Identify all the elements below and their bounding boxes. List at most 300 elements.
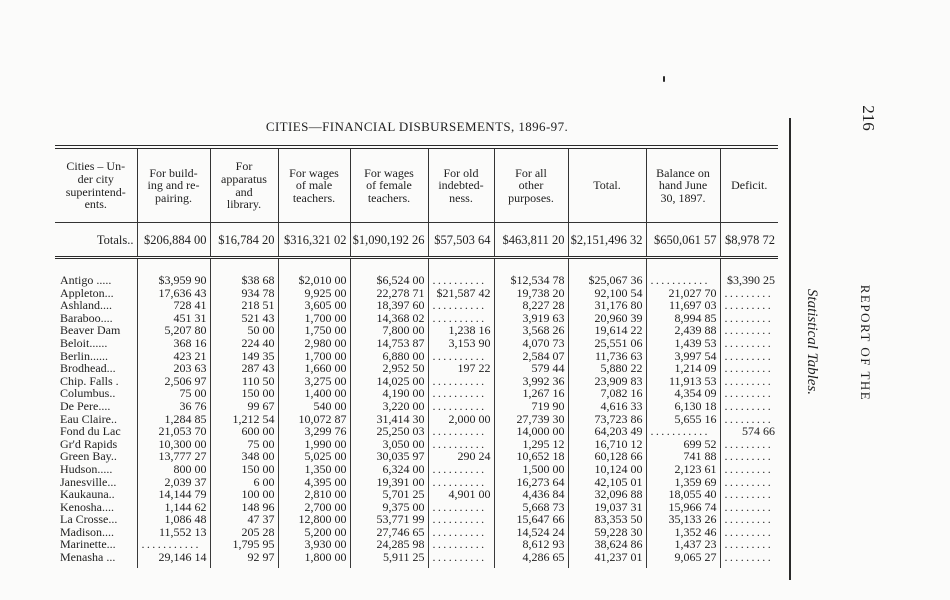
cell-city: Fond du Lac <box>60 425 121 438</box>
cell-deficit: ......... <box>720 438 778 451</box>
cell-building-repairing: 800 00 <box>137 463 210 476</box>
cell-old-indebtedness: .......... <box>428 312 494 325</box>
cell-building-repairing: 13,777 27 <box>137 450 210 463</box>
cell-female-teachers-wages: 2,952 50 <box>350 362 428 375</box>
column-header-line: other <box>518 178 544 193</box>
table-row <box>55 400 778 413</box>
running-head: REPORT OF THE <box>858 284 873 402</box>
column-header-line: apparatus <box>221 171 267 186</box>
table-row <box>55 287 778 300</box>
table-row <box>55 387 778 400</box>
column-header-other-purposes <box>494 147 568 223</box>
cell-total: 20,960 39 <box>568 312 646 325</box>
cell-male-teachers-wages: 3,299 76 <box>278 425 350 438</box>
table-row <box>55 312 778 325</box>
cell-old-indebtedness: .......... <box>428 513 494 526</box>
column-header-line: superintend- <box>65 184 126 199</box>
cell-other-purposes: 14,000 00 <box>494 425 568 438</box>
table-header-row <box>55 147 778 223</box>
cell-balance-on-hand: ........... <box>646 425 720 438</box>
cell-balance-on-hand: 9,065 27 <box>646 551 720 564</box>
cell-male-teachers-wages: 1,750 00 <box>278 324 350 337</box>
cell-other-purposes: 2,584 07 <box>494 350 568 363</box>
column-header-line: pairing. <box>155 190 192 205</box>
cell-balance-on-hand: 18,055 40 <box>646 488 720 501</box>
cell-old-indebtedness: .......... <box>428 350 494 363</box>
spacer-cell <box>428 258 494 275</box>
cell-building-repairing: $206,884 00 <box>137 223 210 258</box>
spacer-cell <box>428 564 494 568</box>
cell-male-teachers-wages: 5,025 00 <box>278 450 350 463</box>
cell-city: Gr'd Rapids <box>60 437 118 451</box>
table-row <box>55 438 778 451</box>
cell-balance-on-hand: 1,437 23 <box>646 538 720 551</box>
cell-balance-on-hand: 1,359 69 <box>646 476 720 489</box>
column-header-line: of male <box>295 178 333 193</box>
table-row <box>55 526 778 539</box>
spacer-cell <box>55 258 137 275</box>
cell-male-teachers-wages: 3,930 00 <box>278 538 350 551</box>
cell-female-teachers-wages: $6,524 00 <box>350 274 428 287</box>
cell-total: 60,128 66 <box>568 450 646 463</box>
cell-deficit: 574 66 <box>720 425 778 438</box>
cell-total: 92,100 54 <box>568 287 646 300</box>
column-header-line: For build- <box>149 165 198 180</box>
cell-other-purposes: 1,267 16 <box>494 387 568 400</box>
spacer-cell <box>210 564 278 568</box>
cell-city: Marinette... <box>60 538 116 552</box>
cell-city: Eau Claire.. <box>60 412 117 426</box>
cell-deficit: ......... <box>720 538 778 551</box>
cell-female-teachers-wages: 24,285 98 <box>350 538 428 551</box>
cell-city: Janesville... <box>60 475 117 489</box>
cell-balance-on-hand: 6,130 18 <box>646 400 720 413</box>
cell-female-teachers-wages: 14,753 87 <box>350 337 428 350</box>
cell-female-teachers-wages: 27,746 65 <box>350 526 428 539</box>
spacer-cell <box>720 258 778 275</box>
cell-total: 7,082 16 <box>568 387 646 400</box>
spacer-cell <box>278 564 350 568</box>
cell-old-indebtedness: 2,000 00 <box>428 413 494 426</box>
cell-total: 19,614 22 <box>568 324 646 337</box>
cell-total: 11,736 63 <box>568 350 646 363</box>
cell-deficit: ......... <box>720 400 778 413</box>
spacer-row <box>55 258 778 275</box>
cell-female-teachers-wages: 5,911 25 <box>350 551 428 564</box>
cell-building-repairing: $3,959 90 <box>137 274 210 287</box>
cell-other-purposes: 3,568 26 <box>494 324 568 337</box>
cell-other-purposes: 15,647 66 <box>494 513 568 526</box>
cell-female-teachers-wages: 14,368 02 <box>350 312 428 325</box>
cell-apparatus-library: 224 40 <box>210 337 278 350</box>
cell-other-purposes: 5,668 73 <box>494 501 568 514</box>
cell-apparatus-library: 75 00 <box>210 438 278 451</box>
cell-female-teachers-wages: 31,414 30 <box>350 413 428 426</box>
cell-total: 41,237 01 <box>568 551 646 564</box>
cell-total: 10,124 00 <box>568 463 646 476</box>
cell-apparatus-library: 205 28 <box>210 526 278 539</box>
cell-deficit: ......... <box>720 501 778 514</box>
cell-deficit: ......... <box>720 450 778 463</box>
table-row <box>55 450 778 463</box>
cell-other-purposes: 4,070 73 <box>494 337 568 350</box>
column-header-city <box>55 147 137 223</box>
cell-city: Hudson..... <box>60 462 113 476</box>
cell-deficit: $8,978 72 <box>720 223 778 258</box>
cell-male-teachers-wages: 1,800 00 <box>278 551 350 564</box>
cell-deficit: ......... <box>720 526 778 539</box>
cell-old-indebtedness: .......... <box>428 425 494 438</box>
cell-building-repairing: ........... <box>137 538 210 551</box>
table-row <box>55 350 778 363</box>
cell-building-repairing: 2,039 37 <box>137 476 210 489</box>
column-header-line: and <box>235 184 253 199</box>
cell-deficit: ......... <box>720 463 778 476</box>
spacer-cell <box>494 258 568 275</box>
cell-building-repairing: 21,053 70 <box>137 425 210 438</box>
spacer-cell <box>568 564 646 568</box>
cell-building-repairing: 728 41 <box>137 299 210 312</box>
table-row <box>55 274 778 287</box>
column-header-female-teachers-wages <box>350 147 428 223</box>
cell-old-indebtedness: .......... <box>428 438 494 451</box>
cell-total: 32,096 88 <box>568 488 646 501</box>
cell-old-indebtedness: 3,153 90 <box>428 337 494 350</box>
cell-city: Appleton... <box>60 286 114 300</box>
cell-other-purposes: 19,738 20 <box>494 287 568 300</box>
column-header-balance-on-hand <box>646 147 720 223</box>
column-header-line: ness. <box>449 190 473 205</box>
cell-total: 16,710 12 <box>568 438 646 451</box>
cell-building-repairing: 29,146 14 <box>137 551 210 564</box>
cell-city: Beaver Dam <box>60 324 121 337</box>
cell-city: Menasha ... <box>60 551 116 564</box>
cell-total: 23,909 83 <box>568 375 646 388</box>
cell-male-teachers-wages: $2,010 00 <box>278 274 350 287</box>
cell-female-teachers-wages: 3,220 00 <box>350 400 428 413</box>
spacer-cell <box>350 564 428 568</box>
cell-female-teachers-wages: 14,025 00 <box>350 375 428 388</box>
column-header-line: of female <box>366 178 412 193</box>
ink-speck <box>663 76 665 82</box>
cell-old-indebtedness: .......... <box>428 375 494 388</box>
cell-total: 4,616 33 <box>568 400 646 413</box>
cell-apparatus-library: 148 96 <box>210 501 278 514</box>
cell-female-teachers-wages: 7,800 00 <box>350 324 428 337</box>
cell-other-purposes: 8,227 28 <box>494 299 568 312</box>
cell-other-purposes: 3,992 36 <box>494 375 568 388</box>
cell-total: 42,105 01 <box>568 476 646 489</box>
cell-apparatus-library: 150 00 <box>210 463 278 476</box>
cell-male-teachers-wages: 2,700 00 <box>278 501 350 514</box>
cell-deficit: ......... <box>720 299 778 312</box>
cell-total: 59,228 30 <box>568 526 646 539</box>
cell-other-purposes: 1,500 00 <box>494 463 568 476</box>
column-header-line: 30, 1897. <box>660 190 706 205</box>
cell-balance-on-hand: ........... <box>646 274 720 287</box>
cell-balance-on-hand: 11,697 03 <box>646 299 720 312</box>
cell-apparatus-library: 1,212 54 <box>210 413 278 426</box>
cell-male-teachers-wages: 1,990 00 <box>278 438 350 451</box>
cell-balance-on-hand: 741 88 <box>646 450 720 463</box>
cell-apparatus-library: 47 37 <box>210 513 278 526</box>
cell-deficit: ......... <box>720 287 778 300</box>
cell-city: Totals.. <box>55 223 137 258</box>
cell-building-repairing: 2,506 97 <box>137 375 210 388</box>
cell-apparatus-library: 1,795 95 <box>210 538 278 551</box>
cell-deficit: $3,390 25 <box>720 274 778 287</box>
cell-deficit: ......... <box>720 362 778 375</box>
cell-deficit: ......... <box>720 375 778 388</box>
cell-balance-on-hand: 699 52 <box>646 438 720 451</box>
table-head <box>55 147 778 223</box>
table-row <box>55 299 778 312</box>
cell-building-repairing: 203 63 <box>137 362 210 375</box>
cell-male-teachers-wages: 1,350 00 <box>278 463 350 476</box>
cell-other-purposes: 1,295 12 <box>494 438 568 451</box>
cell-total: 19,037 31 <box>568 501 646 514</box>
cell-old-indebtedness: .......... <box>428 526 494 539</box>
spacer-cell <box>278 258 350 275</box>
table-row <box>55 425 778 438</box>
cell-city: Columbus.. <box>60 387 116 400</box>
column-header-line: For wages <box>289 165 339 180</box>
totals-row <box>55 223 778 258</box>
cell-balance-on-hand: 1,439 53 <box>646 337 720 350</box>
cell-deficit: ......... <box>720 387 778 400</box>
cell-deficit: ......... <box>720 324 778 337</box>
cell-male-teachers-wages: $316,321 02 <box>278 223 350 258</box>
cell-male-teachers-wages: 10,072 87 <box>278 413 350 426</box>
cell-deficit: ......... <box>720 312 778 325</box>
cell-old-indebtedness: 1,238 16 <box>428 324 494 337</box>
column-header-line: purposes. <box>508 190 554 205</box>
cell-female-teachers-wages: 18,397 60 <box>350 299 428 312</box>
cell-balance-on-hand: 8,994 85 <box>646 312 720 325</box>
cell-city: Kaukauna.. <box>60 488 115 501</box>
column-header-total <box>568 147 646 223</box>
spacer-cell <box>55 564 137 568</box>
cell-other-purposes: $463,811 20 <box>494 223 568 258</box>
column-header-line: Total. <box>593 178 621 193</box>
column-header-building-repairing <box>137 147 210 223</box>
table-row <box>55 362 778 375</box>
cell-female-teachers-wages: 6,324 00 <box>350 463 428 476</box>
cell-old-indebtedness: .......... <box>428 476 494 489</box>
cell-apparatus-library: 150 00 <box>210 387 278 400</box>
cell-male-teachers-wages: 1,700 00 <box>278 350 350 363</box>
cell-other-purposes: $12,534 78 <box>494 274 568 287</box>
cell-city: Berlin...... <box>60 349 108 363</box>
column-header-old-indebtedness <box>428 147 494 223</box>
cell-old-indebtedness: .......... <box>428 538 494 551</box>
cell-apparatus-library: 100 00 <box>210 488 278 501</box>
cell-apparatus-library: 287 43 <box>210 362 278 375</box>
cell-building-repairing: 36 76 <box>137 400 210 413</box>
cell-apparatus-library: 92 97 <box>210 551 278 564</box>
cell-apparatus-library: 521 43 <box>210 312 278 325</box>
column-header-line: For <box>235 159 253 174</box>
cell-apparatus-library: 934 78 <box>210 287 278 300</box>
cell-female-teachers-wages: 30,035 97 <box>350 450 428 463</box>
cell-female-teachers-wages: 53,771 99 <box>350 513 428 526</box>
cell-male-teachers-wages: 3,605 00 <box>278 299 350 312</box>
column-header-line: For wages <box>364 165 414 180</box>
cell-total: $2,151,496 32 <box>568 223 646 258</box>
side-title: Statistical Tables. <box>804 288 820 396</box>
cell-female-teachers-wages: 19,391 00 <box>350 476 428 489</box>
cell-balance-on-hand: 15,966 74 <box>646 501 720 514</box>
cell-old-indebtedness: $57,503 64 <box>428 223 494 258</box>
spacer-cell <box>720 564 778 568</box>
cell-male-teachers-wages: 3,275 00 <box>278 375 350 388</box>
cell-old-indebtedness: .......... <box>428 387 494 400</box>
cell-old-indebtedness: .......... <box>428 400 494 413</box>
cell-building-repairing: 451 31 <box>137 312 210 325</box>
cell-city: Beloit...... <box>60 336 108 350</box>
table-row <box>55 488 778 501</box>
spacer-row <box>55 564 778 568</box>
cell-total: 25,551 06 <box>568 337 646 350</box>
cell-apparatus-library: 600 00 <box>210 425 278 438</box>
cell-building-repairing: 5,207 80 <box>137 324 210 337</box>
cell-balance-on-hand: 1,214 09 <box>646 362 720 375</box>
disbursements-table <box>55 145 778 568</box>
cell-male-teachers-wages: 5,200 00 <box>278 526 350 539</box>
cell-apparatus-library: 149 35 <box>210 350 278 363</box>
cell-female-teachers-wages: 9,375 00 <box>350 501 428 514</box>
column-header-line: ing and re- <box>147 178 200 193</box>
cell-apparatus-library: 110 50 <box>210 375 278 388</box>
cell-balance-on-hand: 35,133 26 <box>646 513 720 526</box>
cell-building-repairing: 423 21 <box>137 350 210 363</box>
cell-female-teachers-wages: $1,090,192 26 <box>350 223 428 258</box>
cell-other-purposes: 4,436 84 <box>494 488 568 501</box>
cell-female-teachers-wages: 5,701 25 <box>350 488 428 501</box>
cell-city: Chip. Falls . <box>60 374 119 388</box>
cell-male-teachers-wages: 1,700 00 <box>278 312 350 325</box>
cell-old-indebtedness: .......... <box>428 551 494 564</box>
cell-building-repairing: 1,086 48 <box>137 513 210 526</box>
cell-city: Green Bay.. <box>60 450 117 463</box>
cell-apparatus-library: 218 51 <box>210 299 278 312</box>
table-row <box>55 501 778 514</box>
cell-total: 38,624 86 <box>568 538 646 551</box>
cell-city: Baraboo.... <box>60 311 113 325</box>
column-header-line: library. <box>226 197 262 212</box>
cell-building-repairing: 14,144 79 <box>137 488 210 501</box>
cell-balance-on-hand: 4,354 09 <box>646 387 720 400</box>
cell-apparatus-library: $16,784 20 <box>210 223 278 258</box>
cell-male-teachers-wages: 9,925 00 <box>278 287 350 300</box>
cell-building-repairing: 75 00 <box>137 387 210 400</box>
column-header-line: der city <box>77 171 114 186</box>
spacer-cell <box>646 258 720 275</box>
cell-old-indebtedness: $21,587 42 <box>428 287 494 300</box>
cell-total: 64,203 49 <box>568 425 646 438</box>
spacer-cell <box>494 564 568 568</box>
table-body <box>55 223 778 568</box>
cell-city: De Pere.... <box>60 399 111 413</box>
table-row <box>55 538 778 551</box>
cell-old-indebtedness: 197 22 <box>428 362 494 375</box>
page-number: 216 <box>859 105 878 131</box>
cell-male-teachers-wages: 2,810 00 <box>278 488 350 501</box>
column-header-apparatus-library <box>210 147 278 223</box>
cell-balance-on-hand: 2,439 88 <box>646 324 720 337</box>
column-header-line: indebted- <box>438 178 484 193</box>
spacer-cell <box>568 258 646 275</box>
cell-apparatus-library: 348 00 <box>210 450 278 463</box>
cell-female-teachers-wages: 3,050 00 <box>350 438 428 451</box>
cell-female-teachers-wages: 4,190 00 <box>350 387 428 400</box>
margin-rule <box>789 118 791 580</box>
cell-balance-on-hand: 3,997 54 <box>646 350 720 363</box>
cell-balance-on-hand: 21,027 70 <box>646 287 720 300</box>
cell-deficit: ......... <box>720 513 778 526</box>
table-row <box>55 513 778 526</box>
table-row <box>55 551 778 564</box>
table-row <box>55 375 778 388</box>
cell-balance-on-hand: 5,655 16 <box>646 413 720 426</box>
cell-total: 5,880 22 <box>568 362 646 375</box>
cell-deficit: ......... <box>720 476 778 489</box>
cell-male-teachers-wages: 2,980 00 <box>278 337 350 350</box>
cell-city: Ashland.... <box>60 299 112 312</box>
cell-other-purposes: 579 44 <box>494 362 568 375</box>
cell-other-purposes: 27,739 30 <box>494 413 568 426</box>
spacer-cell <box>210 258 278 275</box>
cell-deficit: ......... <box>720 551 778 564</box>
cell-other-purposes: 8,612 93 <box>494 538 568 551</box>
cell-apparatus-library: 99 67 <box>210 400 278 413</box>
cell-city: Antigo ..... <box>60 274 112 287</box>
cell-other-purposes: 3,919 63 <box>494 312 568 325</box>
cell-female-teachers-wages: 25,250 03 <box>350 425 428 438</box>
cell-deficit: ......... <box>720 337 778 350</box>
cell-building-repairing: 1,144 62 <box>137 501 210 514</box>
column-header-line: For all <box>515 165 547 180</box>
cell-old-indebtedness: .......... <box>428 463 494 476</box>
cell-balance-on-hand: 11,913 53 <box>646 375 720 388</box>
spacer-cell <box>646 564 720 568</box>
cell-balance-on-hand: $650,061 57 <box>646 223 720 258</box>
cell-city: Kenosha.... <box>60 500 114 514</box>
cell-balance-on-hand: 2,123 61 <box>646 463 720 476</box>
cell-building-repairing: 368 16 <box>137 337 210 350</box>
cell-other-purposes: 719 90 <box>494 400 568 413</box>
cell-total: 73,723 86 <box>568 413 646 426</box>
cell-female-teachers-wages: 22,278 71 <box>350 287 428 300</box>
cell-city: La Crosse... <box>60 513 118 526</box>
column-header-line: teachers. <box>367 190 411 205</box>
column-header-line: teachers. <box>292 190 336 205</box>
cell-apparatus-library: 50 00 <box>210 324 278 337</box>
cell-female-teachers-wages: 6,880 00 <box>350 350 428 363</box>
cell-male-teachers-wages: 1,660 00 <box>278 362 350 375</box>
cell-deficit: ......... <box>720 350 778 363</box>
cell-old-indebtedness: 290 24 <box>428 450 494 463</box>
column-header-line: Balance on <box>656 165 710 180</box>
cell-city: Brodhead... <box>60 362 116 375</box>
cell-other-purposes: 4,286 65 <box>494 551 568 564</box>
cell-building-repairing: 17,636 43 <box>137 287 210 300</box>
column-header-line: Deficit. <box>731 178 768 193</box>
cell-old-indebtedness: .......... <box>428 299 494 312</box>
cell-old-indebtedness: .......... <box>428 274 494 287</box>
cell-male-teachers-wages: 4,395 00 <box>278 476 350 489</box>
cell-total: 83,353 50 <box>568 513 646 526</box>
